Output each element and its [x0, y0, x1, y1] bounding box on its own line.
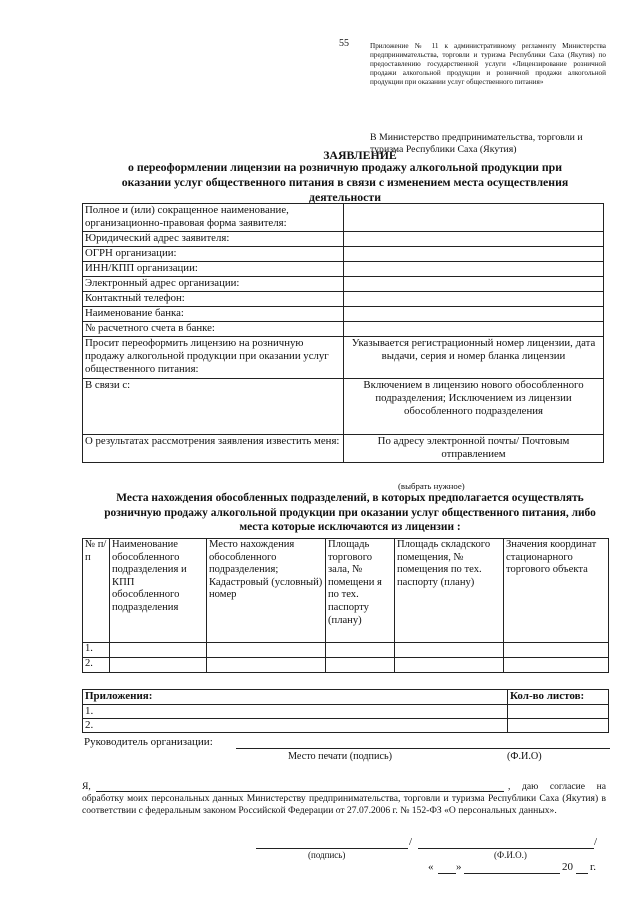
- form-label: Полное и (или) сокращенное наименование, организационно-правовая форма заявителя:: [83, 204, 344, 232]
- applicant-form-table: [82, 203, 604, 463]
- form-value-field[interactable]: [344, 247, 604, 262]
- head-signature-line[interactable]: [236, 748, 610, 749]
- form-label: Электронный адрес организации:: [83, 277, 344, 292]
- table-row: [83, 643, 609, 658]
- page-number: 55: [339, 38, 349, 49]
- header-coordinates: Значения координат стационарного торгового объекта: [504, 539, 609, 643]
- consent-start: Я,: [82, 781, 91, 792]
- header-storage-area: Площадь складского помещения, № помещения по тех. паспорту (плану): [395, 539, 504, 643]
- date-g: г.: [590, 861, 597, 873]
- form-row: [83, 277, 604, 292]
- form-label: Юридический адрес заявителя:: [83, 232, 344, 247]
- cell-field[interactable]: [395, 643, 504, 658]
- sheets-count-label: Кол-во листов:: [508, 690, 609, 705]
- form-value-field[interactable]: [344, 292, 604, 307]
- form-value-field[interactable]: [344, 262, 604, 277]
- table-row: [83, 658, 609, 673]
- form-row: [83, 292, 604, 307]
- date-year: 20: [562, 861, 573, 873]
- form-row: [83, 322, 604, 337]
- addressee: В Министерство предпринимательства, торговли и туризма Республики Саха (Якутия): [370, 132, 583, 155]
- cell-field[interactable]: [395, 658, 504, 673]
- subtitle-line-1: о переоформлении лицензии на розничную продажу алкогольной продукции при: [127, 160, 563, 174]
- attachment-field[interactable]: 2.: [83, 719, 508, 733]
- form-value-field[interactable]: [344, 307, 604, 322]
- date-quote-close: »: [456, 861, 462, 873]
- notification-options[interactable]: По адресу электронной почты/ Почтовым отправлением: [344, 435, 604, 463]
- form-label: № расчетного счета в банке:: [83, 322, 344, 337]
- form-row: [83, 435, 604, 463]
- row-number: 1.: [83, 643, 110, 658]
- cell-field[interactable]: [110, 658, 207, 673]
- row-number: 2.: [83, 658, 110, 673]
- attachments-header-row: [83, 690, 609, 705]
- list-item: [83, 719, 609, 733]
- license-number-hint[interactable]: Указывается регистрационный номер лицензии, дата выдачи, серия и номер бланка лицензии: [344, 337, 604, 379]
- header-location: Место нахождения обособленного подразделения; Кадастровый (условный) номер: [207, 539, 326, 643]
- cell-field[interactable]: [207, 643, 326, 658]
- form-row: [83, 232, 604, 247]
- places-heading: Места нахождения обособленных подразделений, в которых предполагается осуществлять розничную продажу алкогольной продукции при оказании услуг общественного питания, либо места которые исключаются из лицензии :: [104, 492, 596, 533]
- slash-2: /: [594, 836, 598, 848]
- form-row: [83, 337, 604, 379]
- annex-note: Приложение № 11 к административному регламенту Министерства предпринимательства, торговли и туризма Республики Саха (Якутия) по предоставлению государственной услуги «Лицензирование розничной продажи алкогольной продукции и розничной продажи алкогольной продукции при оказании услуг общественного питания»: [370, 42, 606, 86]
- signature-line[interactable]: [256, 848, 408, 849]
- form-label: Контактный телефон:: [83, 292, 344, 307]
- consent-text: , даю согласие на обработку моих персональных данных Министерству предпринимательства, торговли и туризма Республики Саха (Якутия) в соответствии с федеральным законом Российской Федерации от 27.07.2006 г. № 152-ФЗ «О персональных данных».: [82, 781, 606, 816]
- places-table: [82, 538, 609, 673]
- form-label: О результатах рассмотрения заявления известить меня:: [83, 435, 344, 463]
- slash-1: /: [409, 836, 413, 848]
- document-title: ЗАЯВЛЕНИЕ: [323, 148, 397, 162]
- form-row: [83, 247, 604, 262]
- header-number: № п/п: [83, 539, 110, 643]
- fio-line[interactable]: [418, 848, 594, 849]
- form-label: В связи с:: [83, 379, 344, 435]
- reason-options[interactable]: Включением в лицензию нового обособленного подразделения; Исключением из лицензии обособленного подразделения: [344, 379, 604, 435]
- form-value-field[interactable]: [344, 322, 604, 337]
- head-label: Руководитель организации:: [84, 736, 213, 748]
- form-label: Просит переоформить лицензию на розничную продажу алкогольной продукции при оказании услуг общественного питания:: [83, 337, 344, 379]
- cell-field[interactable]: [110, 643, 207, 658]
- form-label: Наименование банка:: [83, 307, 344, 322]
- stamp-label: Место печати (подпись): [288, 751, 393, 762]
- form-row: [83, 204, 604, 232]
- form-value-field[interactable]: [344, 232, 604, 247]
- date-day-line[interactable]: [438, 873, 456, 874]
- fio-label: (Ф.И.О): [507, 751, 542, 762]
- subtitle-line-2: оказании услуг общественного питания в связи с изменением места осуществления: [121, 175, 569, 189]
- date-year-line[interactable]: [576, 873, 588, 874]
- sheets-field[interactable]: [508, 719, 609, 733]
- attachment-field[interactable]: 1.: [83, 705, 508, 719]
- list-item: [83, 705, 609, 719]
- sheets-field[interactable]: [508, 705, 609, 719]
- cell-field[interactable]: [326, 658, 395, 673]
- date-quote-open: «: [428, 861, 434, 873]
- form-row: [83, 262, 604, 277]
- form-row: [83, 379, 604, 435]
- fio-caption: (Ф.И.О.): [494, 850, 527, 860]
- attachments-table: [82, 689, 609, 733]
- header-hall-area: Площадь торгового зала, № помещени я по тех. паспорту (плану): [326, 539, 395, 643]
- choose-note: (выбрать нужное): [398, 481, 465, 491]
- header-name: Наименование обособленного подразделения и КПП обособленного подразделения: [110, 539, 207, 643]
- form-value-field[interactable]: [344, 277, 604, 292]
- cell-field[interactable]: [504, 658, 609, 673]
- form-row: [83, 307, 604, 322]
- form-label: ОГРН организации:: [83, 247, 344, 262]
- cell-field[interactable]: [207, 658, 326, 673]
- signature-caption: (подпись): [308, 850, 346, 860]
- form-label: ИНН/КПП организации:: [83, 262, 344, 277]
- form-value-field[interactable]: [344, 204, 604, 232]
- date-month-line[interactable]: [464, 873, 560, 874]
- cell-field[interactable]: [326, 643, 395, 658]
- subtitle-line-3: деятельности: [309, 190, 381, 204]
- places-header-row: [83, 539, 609, 643]
- attachments-label: Приложения:: [83, 690, 508, 705]
- cell-field[interactable]: [504, 643, 609, 658]
